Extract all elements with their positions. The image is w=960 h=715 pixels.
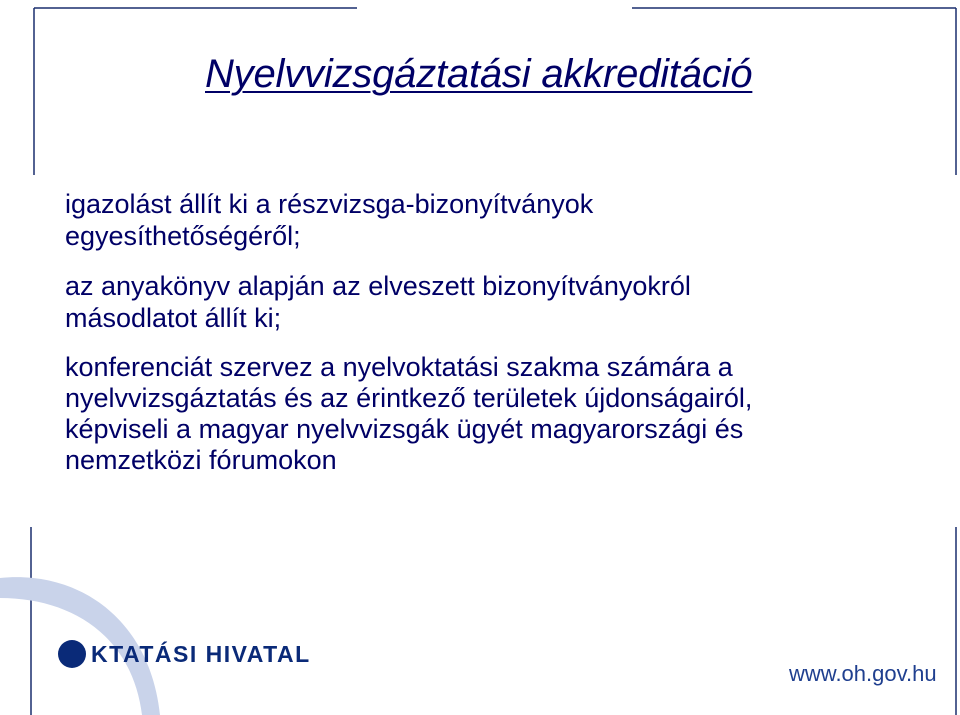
paragraph-3-line-3: képviseli a magyar nyelvvizsgák ügyét magyarországi és [65, 414, 744, 444]
paragraph-3-line-1: konferenciát szervez a nyelvoktatási szakma számára a [65, 352, 733, 382]
slide-title: Nyelvvizsgáztatási akkreditáció [205, 52, 753, 96]
slide-body [65, 188, 925, 476]
oktatasi-hivatal-logo [58, 639, 311, 669]
paragraph-3-line-2: nyelvvizsgáztatás és az érintkező területek újdonságairól, [65, 383, 753, 413]
paragraph-1-line-2: egyesíthetőségéről; [65, 221, 301, 251]
paragraph-1 [65, 188, 925, 252]
paragraph-2-line-1: az anyakönyv alapján az elveszett bizonyítványokról [65, 271, 691, 301]
logo-circle-icon [58, 640, 86, 668]
paragraph-2-line-2: másodlatot állít ki; [65, 303, 282, 333]
paragraph-3-line-4: nemzetközi fórumokon [65, 445, 337, 475]
paragraph-2 [65, 270, 925, 334]
website-url: www.oh.gov.hu [789, 661, 937, 686]
paragraph-1-line-1: igazolást állít ki a részvizsga-bizonyítványok [65, 189, 594, 219]
logo-text: KTATÁSI HIVATAL [91, 640, 311, 667]
paragraph-3 [65, 352, 925, 476]
